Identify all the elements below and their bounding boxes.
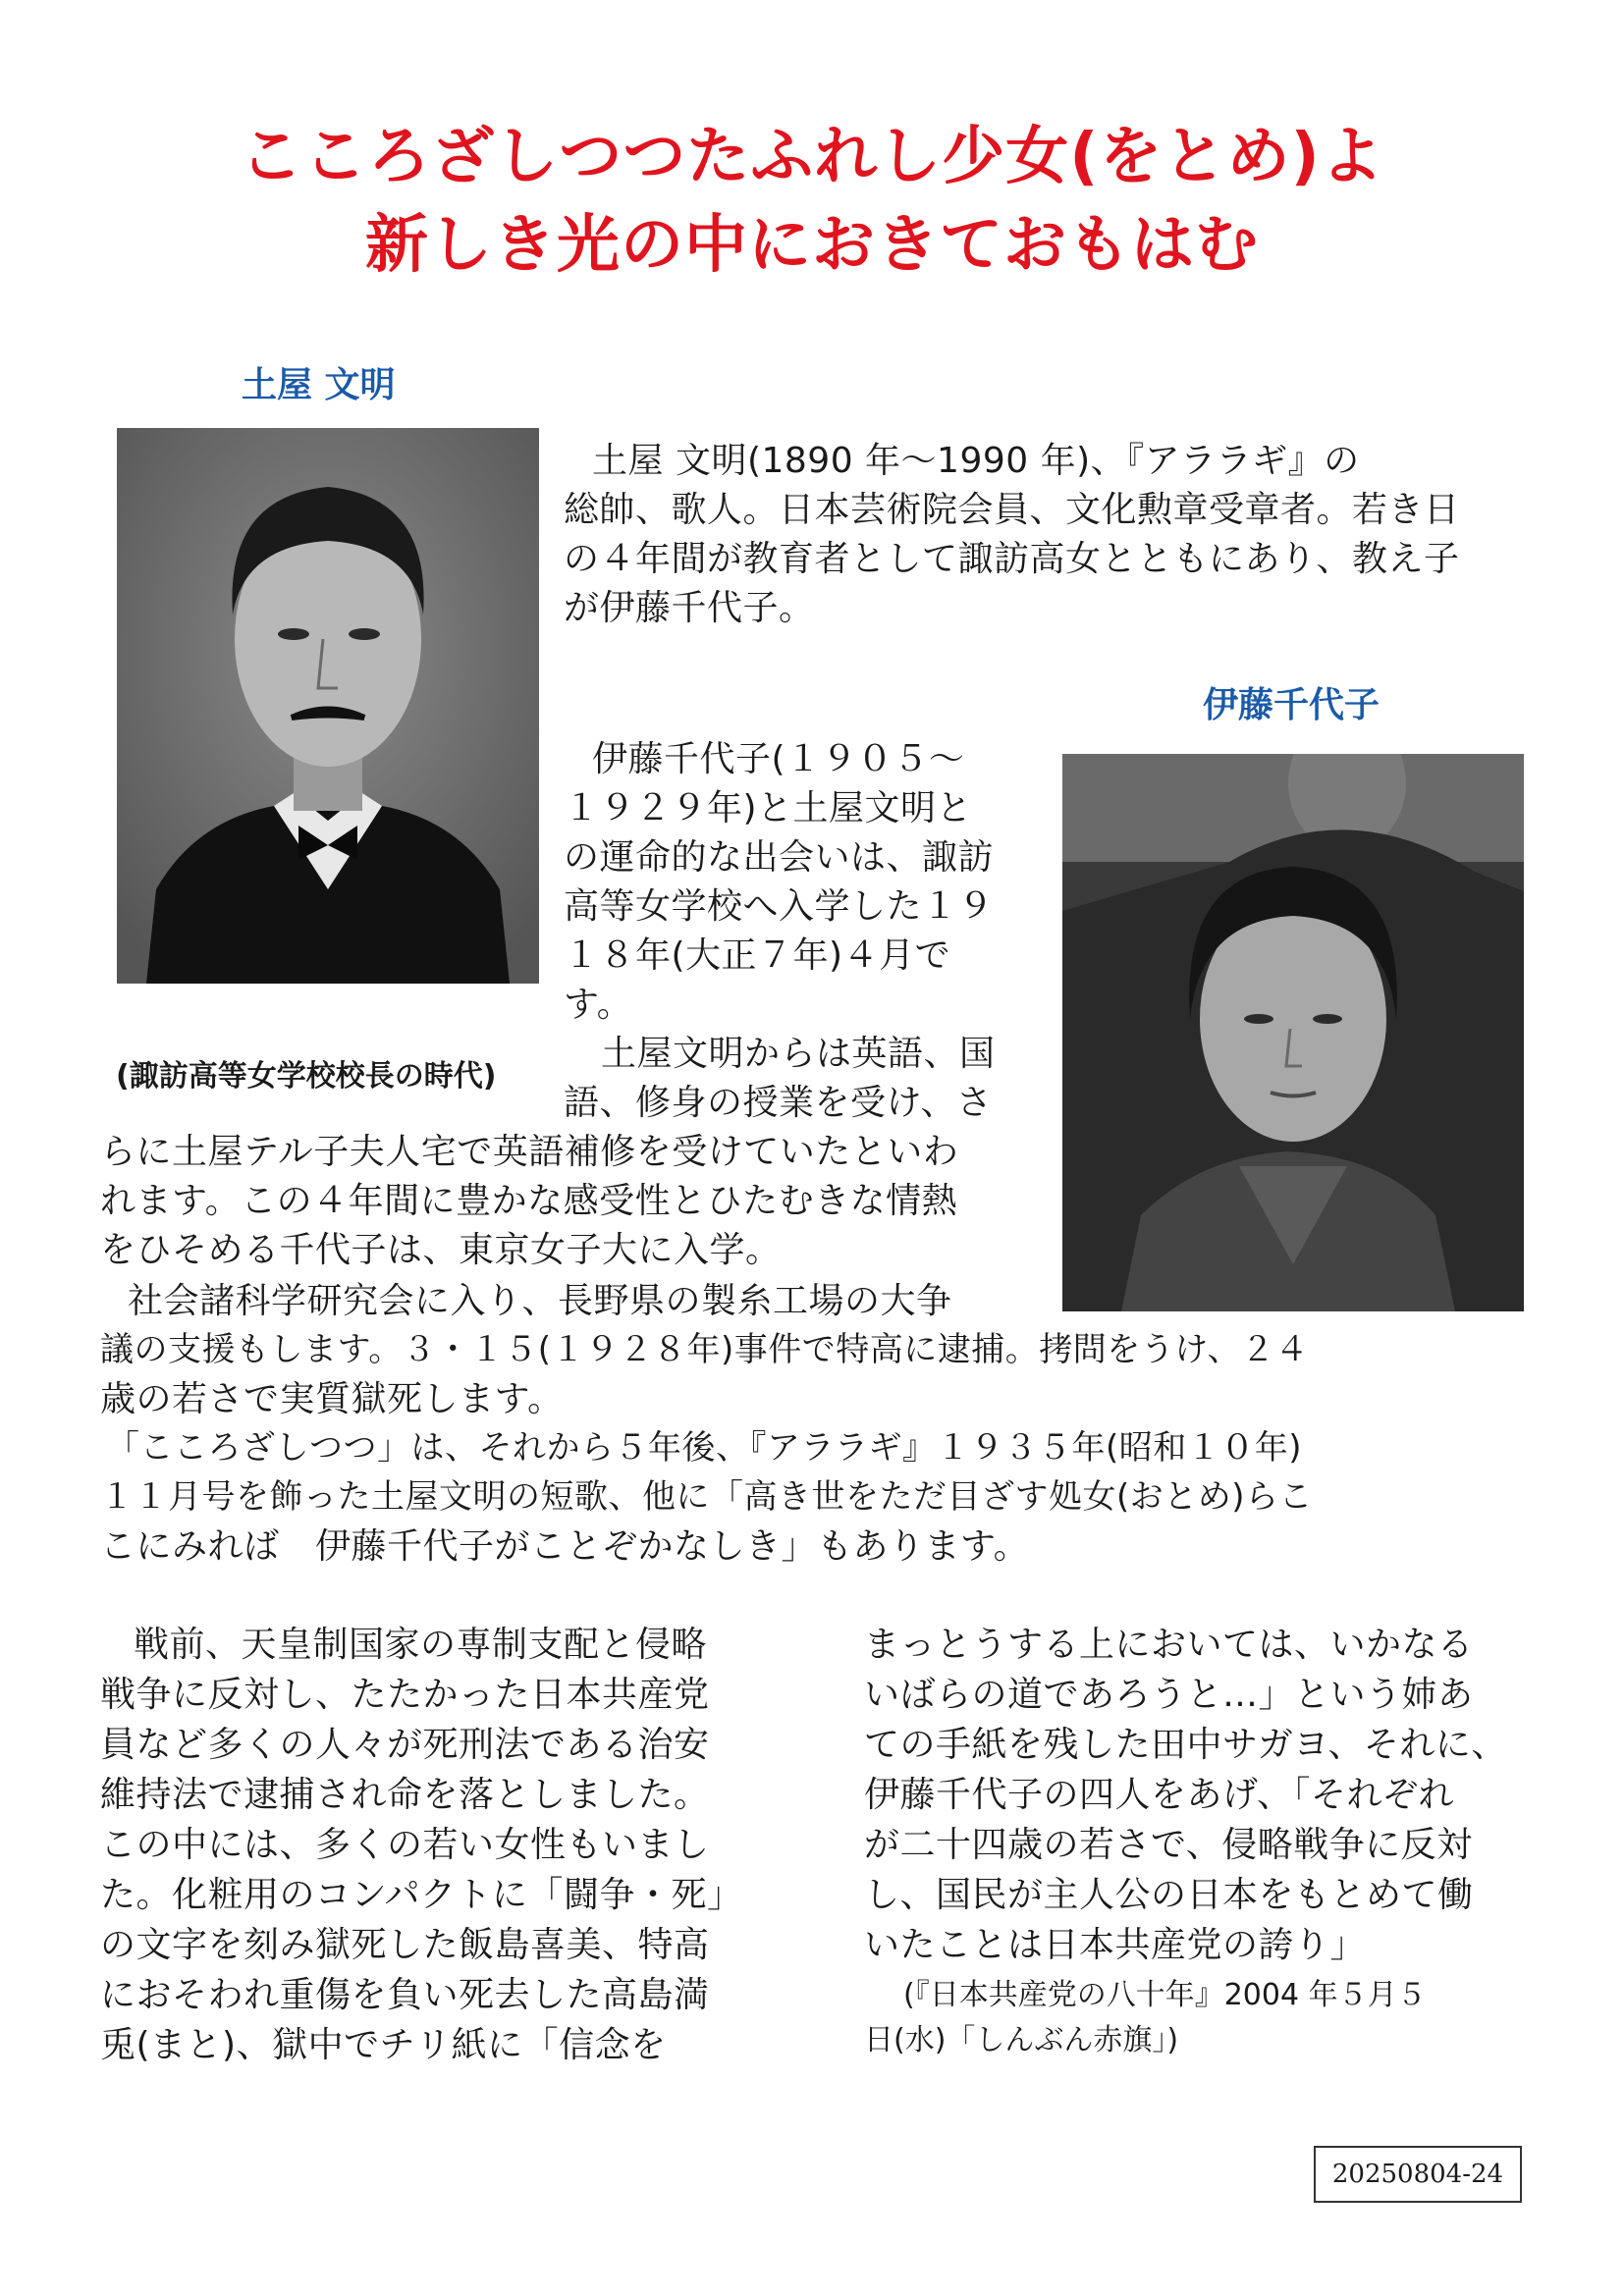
- body-line-8: 高等女学校へ入学した１９: [564, 886, 995, 927]
- body-line-9: １８年(大正７年)４月で: [564, 935, 951, 976]
- left-col-line-1: 戦前、天皇制国家の専制支配と侵略: [134, 1625, 708, 1665]
- body-line-16: 社会諸科学研究会に入り、長野県の製糸工場の大争: [128, 1281, 952, 1321]
- right-col-line-5: が二十四歳の若さで、侵略戦争に反対: [864, 1825, 1473, 1865]
- body-line-17: 議の支援もします。３・１５(１９２８年)事件で特高に逮捕。拷問をうけ、２４: [100, 1330, 1309, 1369]
- source-citation-line-2: 日(水)「しんぶん赤旗」): [864, 2023, 1179, 2057]
- body-line-4: が伊藤千代子。: [564, 588, 815, 628]
- body-line-11: 土屋文明からは英語、国: [601, 1034, 996, 1074]
- body-line-21: こにみれば 伊藤千代子がことぞかなしき」もあります。: [100, 1526, 1030, 1567]
- left-col-line-3: 員など多くの人々が死刑法である治安: [100, 1725, 710, 1765]
- left-col-line-5: この中には、多くの若い女性もいまし: [100, 1825, 710, 1865]
- source-citation-line-1: (『日本共産党の八十年』2004 年５月５: [903, 1978, 1427, 2012]
- body-line-13: らに土屋テル子夫人宅で英語補修を受けていたといわ: [100, 1132, 959, 1172]
- body-line-15: をひそめる千代子は、東京女子大に入学。: [100, 1230, 782, 1270]
- left-col-line-9: 兎(まと)、獄中でチリ紙に「信念を: [100, 2025, 667, 2065]
- left-col-line-4: 維持法で逮捕され命を落としました。: [100, 1775, 710, 1815]
- right-col-line-6: し、国民が主人公の日本をもとめて働: [864, 1875, 1474, 1915]
- right-col-line-4: 伊藤千代子の四人をあげ、「それぞれ: [864, 1775, 1455, 1815]
- photo-caption: (諏訪高等女学校校長の時代): [116, 1059, 497, 1094]
- body-line-7: の運命的な出会いは、諏訪: [564, 837, 995, 878]
- left-col-line-6: た。化粧用のコンパクトに「闘争・死」: [100, 1875, 743, 1915]
- portrait-photo-ito: [1062, 754, 1524, 1311]
- left-col-line-7: の文字を刻み獄死した飯島喜美、特高: [100, 1925, 710, 1965]
- right-col-line-7: いたことは日本共産党の誇り」: [864, 1925, 1367, 1965]
- body-line-10: す。: [564, 985, 633, 1025]
- left-col-line-2: 戦争に反対し、たたかった日本共産党: [100, 1675, 710, 1715]
- right-col-line-3: ての手紙を残した田中サガヨ、それに、: [864, 1725, 1507, 1765]
- title-line-1: こころざしつつたふれし少女(をとめ)よ: [240, 121, 1384, 193]
- title-line-2: 新しき光の中におきておもはむ: [365, 209, 1259, 282]
- right-col-line-1: まっとうする上においては、いかなる: [864, 1625, 1474, 1665]
- body-line-6: １９２９年)と土屋文明と: [564, 788, 973, 828]
- body-line-1: 土屋 文明(1890 年～1990 年)、『アララギ』の: [592, 441, 1360, 481]
- body-line-12: 語、修身の授業を受け、さ: [564, 1083, 993, 1123]
- body-line-3: の４年間が教育者として諏訪高女とともにあり、教え子: [564, 539, 1460, 579]
- body-line-19: 「こころざしつつ」は、それから５年後、『アララギ』１９３５年(昭和１０年): [106, 1428, 1303, 1468]
- right-col-line-2: いばらの道であろうと…」という姉あ: [864, 1675, 1474, 1715]
- portrait-photo-tsuchiya: [117, 428, 539, 984]
- name-ito: 伊藤千代子: [1203, 685, 1380, 725]
- body-line-5: 伊藤千代子(１９０５～: [592, 739, 965, 779]
- document-id-stamp: 20250804-24: [1314, 2146, 1522, 2203]
- body-line-18: 歳の若さで実質獄死します。: [100, 1379, 564, 1419]
- left-col-line-8: におそわれ重傷を負い死去した高島満: [100, 1975, 710, 2015]
- body-line-20: １１月号を飾った土屋文明の短歌、他に「高き世をただ目ざす処女(おとめ)らこ: [100, 1477, 1314, 1517]
- body-line-14: れます。この４年間に豊かな感受性とひたむきな情熱: [100, 1181, 958, 1221]
- name-tsuchiya: 土屋 文明: [242, 365, 396, 405]
- body-line-2: 総帥、歌人。日本芸術院会員、文化勲章受章者。若き日: [564, 490, 1460, 530]
